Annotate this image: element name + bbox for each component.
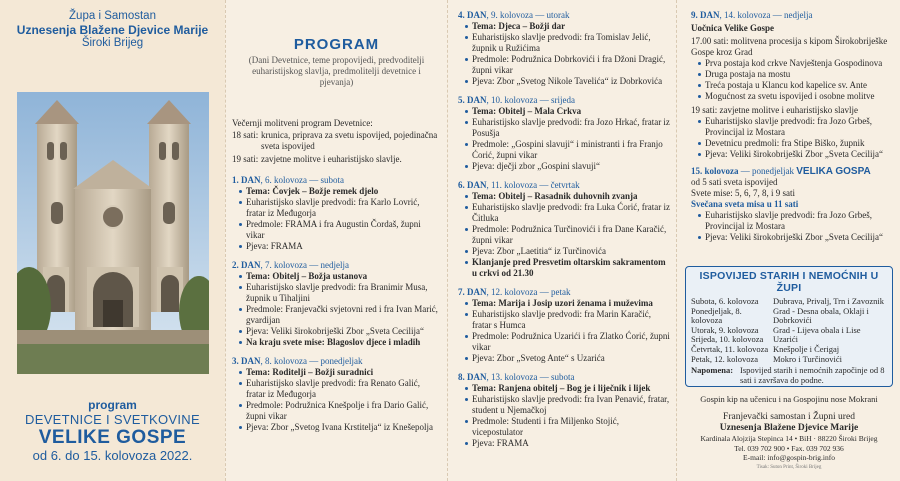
day-item: Pjeva: Zbor „Svetog Ante“ s Uzarića xyxy=(465,353,670,364)
day-item: Euharistijsko slavlje predvodi: fra Karlo Lovrić, fratar iz Međugorja xyxy=(239,197,441,219)
day-date: , 6. kolovoza — subota xyxy=(260,175,344,185)
day-item: Tema: Ranjena obitelj – Bog je i liječnik i lijek xyxy=(465,383,670,394)
confession-title: ISPOVIJED STARIH I NEMOĆNIH U ŽUPI xyxy=(699,270,879,294)
day-block xyxy=(458,10,670,87)
org-line2: Uznesenja Blažene Djevice Marije xyxy=(719,423,859,433)
print-credit: Tisak: Suton Print, Široki Brijeg xyxy=(756,464,822,470)
day-date: , 12. kolovoza — petak xyxy=(486,287,571,297)
day-item: Predmole: Podružnica Dobrkovići i fra Džoni Dragić, župni vikar xyxy=(465,54,670,76)
list-item: Treća postaja u Klancu kod kapelice sv. Ante xyxy=(698,80,894,91)
day-item: Pjeva: Zbor „Svetog Nikole Tavelića“ iz Dobrkovića xyxy=(465,76,670,87)
feast-date: 15. kolovoza xyxy=(691,166,739,176)
footer xyxy=(677,394,900,471)
day-block xyxy=(232,175,441,252)
note-label: Napomena: xyxy=(691,365,734,376)
address: Kardinala Alojzija Stepinca 14 • BiH · 88220 Široki Brijeg xyxy=(700,434,878,443)
day-item: Predmole: Podružnica Turčinovići i fra Dane Karačić, župni vikar xyxy=(465,224,670,246)
day-date: , 13. kolovoza — subota xyxy=(486,372,575,382)
day-date: , 11. kolovoza — četvrtak xyxy=(486,180,580,190)
day-item: Euharistijsko slavlje predvodi: fra Tomislav Jelić, župnik u Ružićima xyxy=(465,32,670,54)
day-number: 2. DAN xyxy=(232,260,261,270)
program-panel-3 xyxy=(676,0,900,481)
feast-sep: — ponedjeljak xyxy=(738,166,797,176)
day-date: , 8. kolovoza — ponedjeljak xyxy=(260,356,363,366)
confession-day: Petak, 12. kolovoza xyxy=(691,353,759,364)
day-item: Tema: Djeca – Božji dar xyxy=(465,21,670,32)
vigil-title: Uočnica Velike Gospe xyxy=(691,23,775,33)
day-block xyxy=(458,372,670,449)
day-item: Euharistijsko slavlje predvodi: fra Jozo Hrkać, fratar iz Posušja xyxy=(465,117,670,139)
list-item: Pjeva: Veliki širokobriješki Zbor „Sveta Cecilija“ xyxy=(698,149,894,160)
email[interactable]: E-mail: info@gospin-brig.info xyxy=(743,453,835,462)
program-heading: PROGRAM xyxy=(293,36,380,53)
day-item: Tema: Marija i Josip uzori ženama i muževima xyxy=(465,298,670,309)
day-item: Tema: Roditelji – Božji suradnici xyxy=(239,367,441,378)
day-item: Na kraju svete mise: Blagoslov djece i mladih xyxy=(239,337,441,348)
day-item: Euharistijsko slavlje predvodi: fra Renato Galić, fratar iz Međugorja xyxy=(239,378,441,400)
confession-row xyxy=(691,355,887,365)
feast-confession: od 5 sati sveta ispovijed xyxy=(691,177,778,187)
day-item: Tema: Čovjek – Božje remek djelo xyxy=(239,186,441,197)
list-item: Euharistijsko slavlje predvodi: fra Jozo Grbeš, Provincijal iz Mostara xyxy=(698,210,894,232)
day-item: Pjeva: Zbor „Laetitia“ iz Turčinovića xyxy=(465,246,670,257)
day-number: 5. DAN xyxy=(458,95,487,105)
day-item: Tema: Obitelj – Mala Crkva xyxy=(465,106,670,117)
day-date: , 9. kolovoza — utorak xyxy=(486,10,570,20)
confession-day: Ponedjeljak, 8. kolovoza xyxy=(691,305,742,326)
day-number: 3. DAN xyxy=(232,356,261,366)
statue-note: Gospin kip na učenicu i na Gospojinu nose Mokrani xyxy=(700,394,878,404)
day-item: Euharistijsko slavlje predvodi: fra Marin Karačić, fratar s Humca xyxy=(465,309,670,331)
day-item: Predmole: FRAMA i fra Augustin Čordaš, župni vikar xyxy=(239,219,441,241)
day9-evening: 19 sati: zavjetne molitve i euharistijsko slavlje xyxy=(691,105,858,115)
day-block xyxy=(458,180,670,279)
note-text: Ispovijed starih i nemoćnih započinje od 8 sati i završava do podne. xyxy=(740,365,885,385)
list-item: Pjeva: Veliki širokobriješki Zbor „Sveta Cecilija“ xyxy=(698,232,894,243)
day-item: Tema: Obitelj – Rasadnik duhovnih zvanja xyxy=(465,191,670,202)
day-number: 7. DAN xyxy=(458,287,487,297)
program-date: od 6. do 15. kolovoza 2022. xyxy=(32,448,193,463)
parish-line2: Uznesenja Blažene Djevice Marije xyxy=(16,23,209,37)
program-line: DEVETNICE I SVETKOVINE xyxy=(25,412,200,427)
confession-row xyxy=(691,307,887,326)
list-item: Druga postaja na mostu xyxy=(698,69,894,80)
feast-solemn: Svečana sveta misa u 11 sati xyxy=(691,199,799,209)
confession-box xyxy=(685,266,893,387)
day-block xyxy=(232,356,441,433)
day-number: 4. DAN xyxy=(458,10,487,20)
list-item: Euharistijsko slavlje predvodi: fra Jozo Grbeš, Provincijal iz Mostara xyxy=(698,116,894,138)
day-date: , 7. kolovoza — nedjelja xyxy=(260,260,349,270)
confession-area: Uzarići xyxy=(773,334,799,345)
program-label: program xyxy=(88,398,137,412)
confession-day: Subota, 6. kolovoza xyxy=(691,296,759,306)
feast-name: VELIKA GOSPA xyxy=(796,166,871,177)
program-panel-2 xyxy=(447,0,676,481)
program-title: VELIKE GOSPE xyxy=(38,427,187,448)
day-item: Predmole: Podružnica Uzarići i fra Zlatko Ćorić, župni vikar xyxy=(465,331,670,353)
day-item: Predmole: „Gospini slavuji“ i ministranti i fra Franjo Ćorić, župni vikar xyxy=(465,139,670,161)
cover-panel xyxy=(0,0,225,481)
confession-table xyxy=(691,297,887,364)
evening-program-label: Večernji molitveni program Devetnice: xyxy=(232,118,373,128)
confession-area: Mokro i Turčinovići xyxy=(773,353,842,364)
day-item: Predmole: Podružnica Knešpolje i fra Dario Galić, župni vikar xyxy=(239,400,441,422)
confession-area: Grad - Desna obala, Oklaji i Dobrkovići xyxy=(773,305,869,326)
confession-area: Grad - Lijeva obala i Lise xyxy=(773,324,861,335)
day-item: Klanjanje pred Presvetim oltarskim sakramentom u crkvi od 21.30 xyxy=(465,257,670,279)
list-item: Mogućnost za svetu ispovijed i osobne molitve xyxy=(698,91,894,102)
day-item: Euharistijsko slavlje predvodi: fra Luka Ćorić, fratar iz Čitluka xyxy=(465,202,670,224)
day-block xyxy=(232,260,441,348)
time-18-text: krunica, priprava za svetu ispovijed, pojedinačna sveta ispovijed xyxy=(261,130,438,151)
procession-text: 17.00 sati: molitvena procesija s kipom Širokobriješke Gospe kroz Grad xyxy=(691,36,888,57)
confession-day: Srijeda, 10. kolovoza xyxy=(691,334,764,345)
parish-line3: Široki Brijeg xyxy=(81,37,144,49)
day-item: Tema: Obitelj – Božja ustanova xyxy=(239,271,441,282)
day-number: 6. DAN xyxy=(458,180,487,190)
day-item: Pjeva: dječji zbor „Gospini slavuji“ xyxy=(465,161,670,172)
day9-number: 9. DAN xyxy=(691,10,720,20)
day-date: , 10. kolovoza — srijeda xyxy=(486,95,575,105)
day9-date: , 14. kolovoza — nedjelja xyxy=(719,10,813,20)
program-subtitle: (Dani Devetnice, teme propovijedi, predvoditelji euharistijskog slavlja, predmolitelji devetnice i pjevanja) xyxy=(248,55,425,87)
day-item: Predmole: Franjevački svjetovni red i fra Ivan Marić, gvardijan xyxy=(239,304,441,326)
day-item: Predmole: Studenti i fra Miljenko Stojić, vicepostulator xyxy=(465,416,670,438)
day-item: Euharistijsko slavlje predvodi: fra Ivan Penavić, fratar, student u Njemačkoj xyxy=(465,394,670,416)
time-18: 18 sati: xyxy=(232,130,259,140)
day-item: Pjeva: Veliki širokobriješki Zbor „Sveta Cecilija“ xyxy=(239,326,441,337)
time-19-text: zavjetne molitve i euharistijsko slavlje. xyxy=(261,154,402,164)
org-line1: Franjevački samostan i Župni ured xyxy=(723,412,855,422)
day-item: Euharistijsko slavlje predvodi: fra Branimir Musa, župnik u Tihaljini xyxy=(239,282,441,304)
day-item: Pjeva: FRAMA xyxy=(239,241,441,252)
day-number: 8. DAN xyxy=(458,372,487,382)
day-item: Pjeva: FRAMA xyxy=(465,438,670,449)
day-number: 1. DAN xyxy=(232,175,261,185)
phone: Tel. 039 702 900 • Fax. 039 702 936 xyxy=(734,443,844,453)
list-item: Devetnicu predmoli: fra Stipe Biško, župnik xyxy=(698,138,894,149)
day-block xyxy=(458,95,670,172)
confession-day: Utorak, 9. kolovoza xyxy=(691,324,759,335)
confession-area: Knešpolje i Čerigaj xyxy=(773,343,840,354)
parish-line1: Župa i Samostan xyxy=(69,10,156,22)
church-photo xyxy=(17,92,209,374)
confession-area: Dubrava, Privalj, Trn i Zavoznik xyxy=(773,296,884,306)
feast-masses: Svete mise: 5, 6, 7, 8, i 9 sati xyxy=(691,188,795,198)
list-item: Prva postaja kod crkve Navještenja Gospodinova xyxy=(698,58,894,69)
time-19: 19 sati: xyxy=(232,154,259,164)
day-item: Pjeva: Zbor „Svetog Ivana Krstitelja“ iz Knešepolja xyxy=(239,422,441,433)
program-panel-1 xyxy=(225,0,447,481)
day-block xyxy=(458,287,670,364)
confession-day: Četvrtak, 11. kolovoza xyxy=(691,343,769,354)
